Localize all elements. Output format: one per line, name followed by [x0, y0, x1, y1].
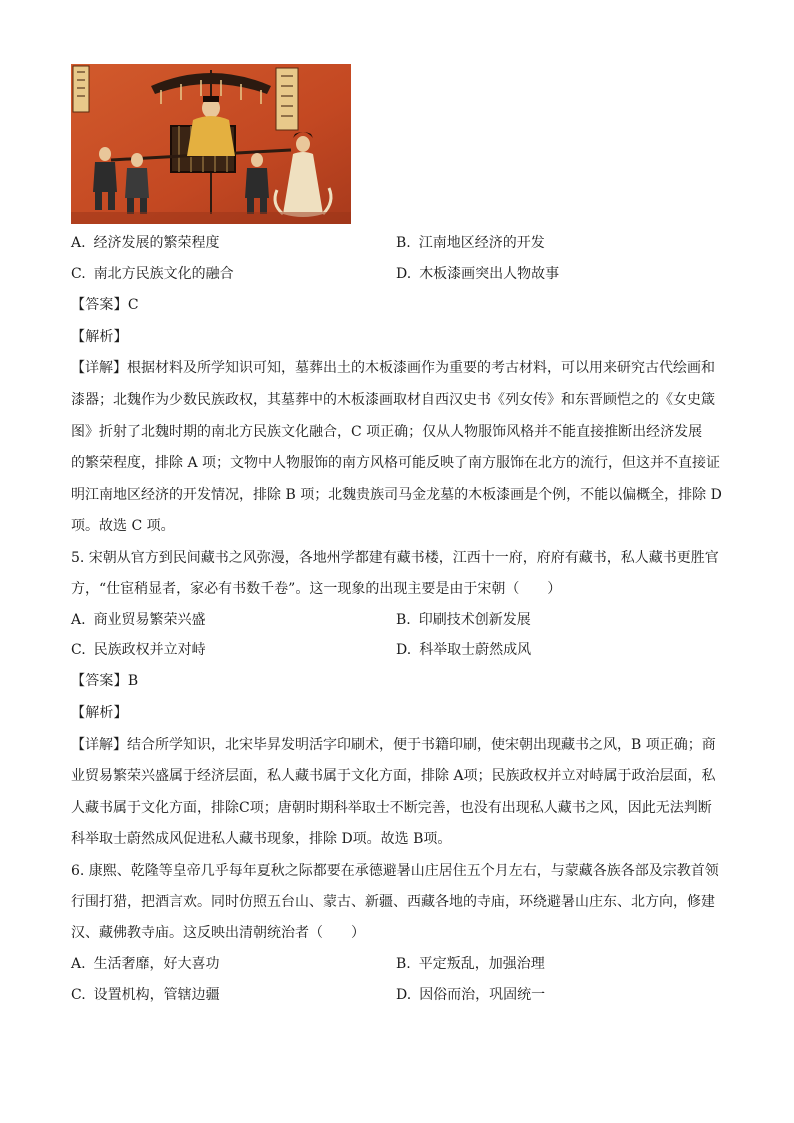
- q5-detail-line: 人藏书属于文化方面，排除C项；唐朝时期科举取士不断完善，也没有出现私人藏书之风，因此无法判断: [71, 800, 712, 816]
- option-text: 商业贸易繁荣兴盛: [93, 612, 206, 628]
- q6-option-b[interactable]: [396, 955, 545, 973]
- option-letter: C.: [71, 266, 86, 282]
- option-letter: D.: [396, 987, 412, 1003]
- detail-label: 【详解】: [71, 360, 127, 376]
- q4-option-d[interactable]: [396, 265, 559, 283]
- q5-analysis-label: 【解析】: [71, 705, 128, 721]
- option-letter: D.: [396, 266, 412, 282]
- q6-stem-line: 行围打猎，把酒言欢。同时仿照五台山、蒙古、新疆、西藏各地的寺庙，环绕避暑山庄东、北方向，修建: [71, 894, 715, 910]
- q5-detail-line: 科举取士蔚然成风促进私人藏书现象，排除 D项。故选 B项。: [71, 831, 452, 847]
- q6-stem-line: 汉、藏佛教寺庙。这反映出清朝统治者（ ）: [71, 925, 365, 941]
- option-letter: C.: [71, 642, 86, 658]
- detail-text: 根据材料及所学知识可知，墓葬出土的木板漆画作为重要的考古材料，可以用来研究古代绘画和: [127, 360, 715, 376]
- painting-illustration: [71, 64, 351, 224]
- q4-analysis-label: 【解析】: [71, 329, 128, 345]
- option-text: 设置机构，管辖边疆: [93, 987, 220, 1003]
- q4-detail-line: 的繁荣程度，排除 A 项；文物中人物服饰的南方风格可能反映了南方服饰在北方的流行，但这并不直接证: [71, 455, 721, 471]
- option-letter: D.: [396, 642, 412, 658]
- option-text: 生活奢靡，好大喜功: [93, 956, 220, 972]
- q5-answer: [71, 672, 138, 690]
- q4-detail-line: 漆器；北魏作为少数民族政权，其墓葬中的木板漆画取材自西汉史书《列女传》和东晋顾恺之的《女史箴: [71, 392, 715, 408]
- detail-text: 结合所学知识，北宋毕昇发明活字印刷术，便于书籍印刷，使宋朝出现藏书之风，B 项正确；商: [127, 737, 716, 753]
- q4-option-b[interactable]: [396, 234, 545, 252]
- option-text: 科举取士蔚然成风: [419, 642, 532, 658]
- q5-detail-line: 业贸易繁荣兴盛属于经济层面，私人藏书属于文化方面，排除 A项；民族政权并立对峙属于政治层面，私: [71, 768, 716, 784]
- option-letter: A.: [71, 612, 86, 628]
- q4-answer: [71, 296, 139, 314]
- answer-label: 【答案】: [71, 297, 128, 313]
- option-text: 平定叛乱，加强治理: [418, 956, 545, 972]
- q5-detail-line: [71, 736, 722, 754]
- q5-stem-line: 方，“仕宦稍显者，家必有书数千卷”。这一现象的出现主要是由于宋朝（ ）: [71, 581, 562, 597]
- option-letter: C.: [71, 987, 86, 1003]
- q4-detail-line: 项。故选 C 项。: [71, 518, 175, 534]
- option-text: 印刷技术创新发展: [418, 612, 531, 628]
- q5-stem-line: 5. 宋朝从官方到民间藏书之风弥漫，各地州学都建有藏书楼，江西十一府，府府有藏书，私人藏书更胜官: [71, 550, 719, 566]
- answer-label: 【答案】: [71, 673, 128, 689]
- option-letter: B.: [396, 612, 411, 628]
- option-text: 民族政权并立对峙: [93, 642, 206, 658]
- q6-option-a[interactable]: [71, 955, 220, 973]
- answer-value: C: [127, 297, 139, 313]
- q5-option-a[interactable]: [71, 611, 206, 629]
- option-text: 木板漆画突出人物故事: [419, 266, 560, 282]
- option-text: 江南地区经济的开发: [418, 235, 545, 251]
- answer-value: B: [127, 673, 139, 689]
- lacquer-painting-image: [71, 64, 351, 224]
- q5-option-c[interactable]: [71, 641, 206, 659]
- q6-option-c[interactable]: [71, 986, 220, 1004]
- q6-stem-line: 6. 康熙、乾隆等皇帝几乎每年夏秋之际都要在承德避暑山庄居住五个月左右，与蒙藏各族各部及宗教首领: [71, 863, 719, 879]
- option-letter: B.: [396, 235, 411, 251]
- q4-detail-line: 明江南地区经济的开发情况，排除 B 项；北魏贵族司马金龙墓的木板漆画是个例，不能以偏概全，排除 D: [71, 487, 722, 503]
- q6-option-d[interactable]: [396, 986, 545, 1004]
- option-letter: A.: [71, 956, 86, 972]
- option-letter: A.: [71, 235, 86, 251]
- q4-option-c[interactable]: [71, 265, 234, 283]
- q5-option-b[interactable]: [396, 611, 531, 629]
- option-text: 因俗而治，巩固统一: [419, 987, 546, 1003]
- q4-detail-line: 图》折射了北魏时期的南北方民族文化融合，C 项正确；仅从人物服饰风格并不能直接推断出经济发展: [71, 424, 703, 440]
- q4-detail-line: [71, 359, 722, 377]
- option-text: 南北方民族文化的融合: [93, 266, 234, 282]
- q4-option-a[interactable]: [71, 234, 220, 252]
- option-text: 经济发展的繁荣程度: [93, 235, 220, 251]
- detail-label: 【详解】: [71, 737, 127, 753]
- q5-option-d[interactable]: [396, 641, 531, 659]
- option-letter: B.: [396, 956, 411, 972]
